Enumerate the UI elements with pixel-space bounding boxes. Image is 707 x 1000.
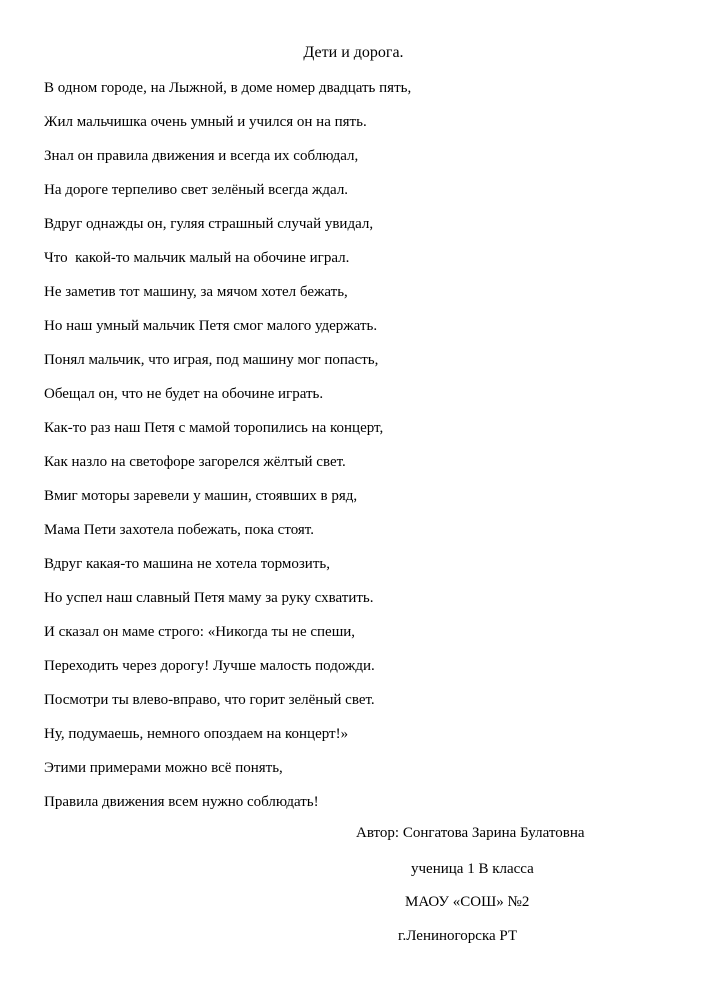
signature-author: Автор: Сонгатова Зарина Булатовна bbox=[356, 825, 585, 841]
poem-body bbox=[44, 78, 411, 826]
poem-line: Как-то раз наш Петя с мамой торопились на концерт, bbox=[44, 420, 384, 436]
poem-line: Вмиг моторы заревели у машин, стоявших в ряд, bbox=[44, 488, 358, 504]
poem-line: Понял мальчик, что играя, под машину мог попасть, bbox=[44, 352, 379, 368]
poem-line: Этими примерами можно всё понять, bbox=[44, 760, 283, 776]
poem-line: Жил мальчишка очень умный и учился он на пять. bbox=[44, 114, 367, 130]
poem-line: Знал он правила движения и всегда их соблюдал, bbox=[44, 148, 359, 164]
poem-line: Как назло на светофоре загорелся жёлтый свет. bbox=[44, 454, 346, 470]
poem-line: И сказал он маме строго: «Никогда ты не спеши, bbox=[44, 624, 356, 640]
poem-line: В одном городе, на Лыжной, в доме номер двадцать пять, bbox=[44, 80, 412, 96]
signature-school: МАОУ «СОШ» №2 bbox=[405, 894, 530, 910]
poem-line: На дороге терпеливо свет зелёный всегда ждал. bbox=[44, 182, 349, 198]
poem-line: Но наш умный мальчик Петя смог малого удержать. bbox=[44, 318, 378, 334]
poem-line: Правила движения всем нужно соблюдать! bbox=[44, 794, 319, 810]
signature-city: г.Лениногорска РТ bbox=[398, 928, 518, 944]
poem-line: Что какой-то мальчик малый на обочине играл. bbox=[44, 250, 350, 266]
poem-line: Посмотри ты влево-вправо, что горит зелёный свет. bbox=[44, 692, 375, 708]
poem-line: Не заметив тот машину, за мячом хотел бежать, bbox=[44, 284, 348, 300]
poem-line: Обещал он, что не будет на обочине играть. bbox=[44, 386, 324, 402]
poem-line: Вдруг однажды он, гуляя страшный случай увидал, bbox=[44, 216, 374, 232]
poem-line: Но успел наш славный Петя маму за руку схватить. bbox=[44, 590, 374, 606]
poem-line: Мама Пети захотела побежать, пока стоят. bbox=[44, 522, 314, 538]
signature-class: ученица 1 В класса bbox=[411, 861, 534, 877]
document-title: Дети и дорога. bbox=[303, 44, 404, 61]
poem-line: Вдруг какая-то машина не хотела тормозить, bbox=[44, 556, 330, 572]
poem-line: Переходить через дорогу! Лучше малость подожди. bbox=[44, 658, 375, 674]
poem-line: Ну, подумаешь, немного опоздаем на концерт!» bbox=[44, 726, 349, 742]
